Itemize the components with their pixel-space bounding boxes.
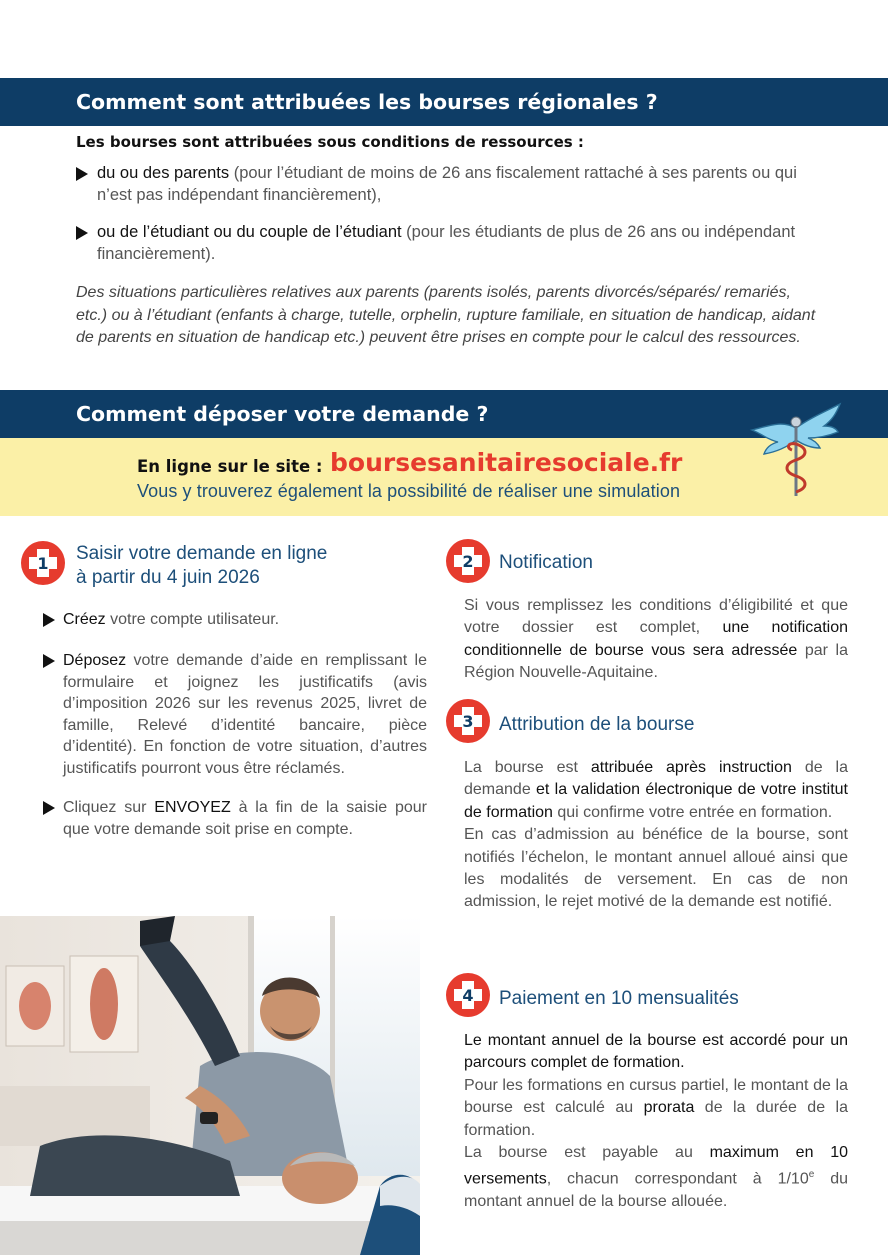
bullet-text: votre compte utilisateur. (105, 611, 280, 628)
list-item (43, 650, 427, 780)
paragraph-bold: et la validation électronique de votre institut de formation (464, 781, 848, 821)
paragraph-text: Pour les formations en cursus partiel, le montant de la bourse est calculé au (464, 1076, 848, 1117)
paragraph-text: Si vous remplissez les conditions d’éligibilité et que votre dossier est complet, (464, 597, 848, 637)
step-3-title: Attribution de la bourse (499, 714, 695, 735)
step-1-title-line2: à partir du 4 juin 2026 (76, 567, 260, 588)
medical-cross-icon (20, 540, 66, 586)
paragraph-bold: Le montant annuel de la bourse est accordé pour un parcours complet de formation. (464, 1032, 848, 1072)
play-triangle-icon (43, 654, 55, 668)
superscript: e (808, 1169, 815, 1181)
step-4-title: Paiement en 10 mensualités (499, 988, 739, 1009)
paragraph-text: de la demande (464, 759, 849, 799)
play-triangle-icon (76, 167, 88, 181)
paragraph-text: En cas d’admission au bénéfice de la bourse, sont notifiés l’échelon, le montant annuel alloué ainsi que les modalités de versement. En cas de non admission, le rejet motivé de la demande est notifié. (464, 826, 848, 911)
bullet-bold: ou de l’étudiant ou du couple de l’étudiant (97, 223, 402, 241)
section-header-attribution: Comment sont attribuées les bourses régionales ? (0, 78, 888, 126)
list-item (76, 163, 806, 206)
medical-cross-icon (445, 538, 491, 584)
bullet-text: (pour les étudiants de plus de 26 ans ou indépendant financièrement). (97, 223, 796, 263)
step-3-text (464, 757, 848, 914)
paragraph-text: qui confirme votre entrée en formation. (552, 803, 833, 821)
list-item (76, 222, 806, 265)
medical-cross-icon (445, 698, 491, 744)
section-header-deposit: Comment déposer votre demande ? (0, 390, 888, 438)
paragraph-text: La bourse est (464, 759, 591, 776)
step-2-text (464, 595, 848, 685)
step-number: 1 (37, 554, 49, 573)
conditions-intro: Les bourses sont attribuées sous conditions de ressources : (76, 133, 584, 151)
paragraph-text: du montant annuel de la bourse allouée. (464, 1170, 848, 1211)
step-2-title: Notification (499, 552, 593, 573)
paragraph-text: , chacun correspondant à 1/10 (546, 1170, 809, 1188)
step-1-title (76, 542, 327, 590)
paragraph-bold: maximum en 10 versements (464, 1144, 848, 1188)
paragraph-text: La bourse est payable au (464, 1144, 710, 1162)
bullet-bold: ENVOYEZ (154, 799, 231, 816)
step-number: 4 (462, 986, 474, 1005)
paragraph-bold: une notification conditionnelle de bourse vous sera adressée (464, 619, 848, 659)
play-triangle-icon (43, 613, 55, 627)
paragraph-bold: attribuée après instruction (590, 759, 792, 776)
step-4-text (464, 1030, 848, 1214)
caduceus-icon (748, 400, 844, 500)
special-situations-note: Des situations particulières relatives aux parents (parents isolés, parents divorcés/séparés/ remariés, etc.) ou à l’étudiant (enfants à charge, tutelle, orphelin, rupture familiale, en situation de handicap, aidant de parents en situation de handicap etc.) peuvent être prises en compte pour le calcul des ressources. (76, 284, 816, 346)
play-triangle-icon (43, 801, 55, 815)
bullet-text: à la fin de la saisie pour que votre demande soit prise en compte. (63, 799, 428, 838)
online-label: En ligne sur le site : (137, 457, 323, 476)
bullet-bold: Créez (63, 611, 106, 628)
website-link[interactable]: boursesanitairesociale.fr (330, 448, 683, 477)
paragraph-bold: prorata (643, 1099, 695, 1117)
medical-cross-icon (445, 972, 491, 1018)
bullet-bold: du ou des parents (97, 164, 230, 182)
simulation-note: Vous y trouverez également la possibilité de réaliser une simulation (137, 481, 681, 501)
paragraph-text: par la Région Nouvelle-Aquitaine. (464, 641, 848, 682)
physiotherapy-photo (0, 916, 420, 1255)
list-item (43, 609, 427, 631)
step-number: 2 (462, 552, 474, 571)
bullet-text: votre demande d’aide en remplissant le formulaire et joignez les justificatifs (avis d’imposition 2026 sur les revenus 2025, livret de famille, Relevé d’identité bancaire, pièce d’identité). En fonction de votre situation, d’autres justificatifs pourront vous être réclamés. (63, 652, 427, 777)
bullet-text: (pour l’étudiant de moins de 26 ans fiscalement rattaché à ses parents ou qui n’est pas indépendant financièrement), (97, 164, 797, 204)
step-1-title-line1: Saisir votre demande en ligne (76, 543, 328, 564)
bullet-text: Cliquez sur (63, 799, 155, 816)
step-number: 3 (462, 712, 474, 731)
list-item (43, 797, 427, 840)
bullet-bold: Déposez (63, 652, 127, 669)
paragraph-text: de la durée de la formation. (464, 1099, 848, 1139)
play-triangle-icon (76, 226, 88, 240)
